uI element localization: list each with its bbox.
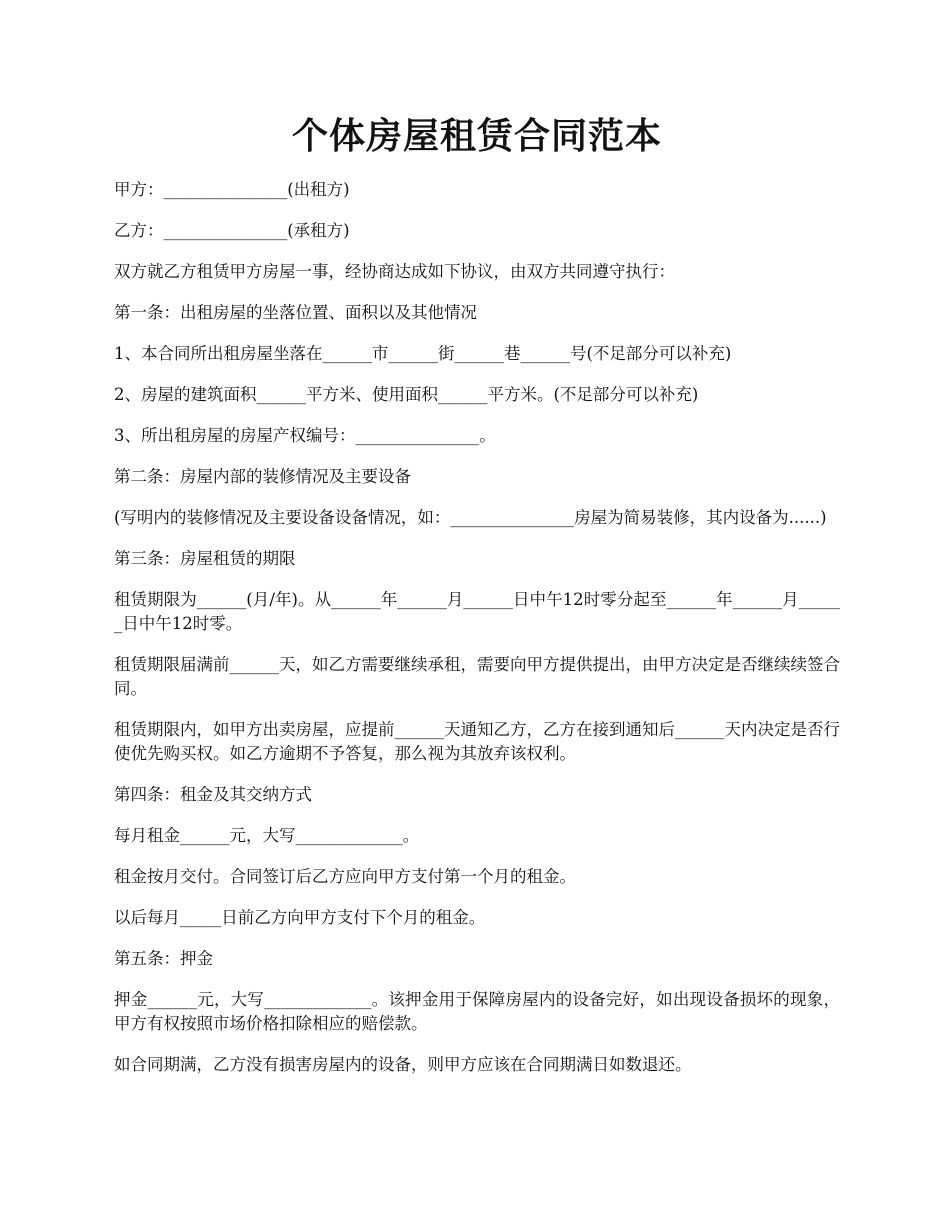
document-body (114, 178, 840, 1094)
article-5-heading: 第五条：押金 (114, 949, 213, 968)
article-1-clause-1: 1、本合同所出租房屋坐落在______市______街______巷______号(不足部分可以补充) (114, 344, 732, 363)
article-3-preemption: 租赁期限内，如甲方出卖房屋，应提前______天通知乙方，乙方在接到通知后______天内决定是否行使优先购买权。如乙方逾期不予答复，那么视为其放弃该权利。 (114, 720, 840, 763)
document-title: 个体房屋租赁合同范本 (291, 115, 662, 157)
article-3-term: 租赁期限为______(月/年)。从______年______月______日中午12时零分起至______年______月______日中午12时零。 (114, 590, 840, 633)
article-4-rent-amount: 每月租金______元，大写_____________。 (114, 826, 420, 845)
agreement-intro: 双方就乙方租赁甲方房屋一事，经协商达成如下协议，由双方共同遵守执行： (114, 262, 675, 281)
article-1-heading: 第一条：出租房屋的坐落位置、面积以及其他情况 (114, 303, 477, 322)
article-1-clause-2: 2、房屋的建筑面积______平方米、使用面积______平方米。(不足部分可以补充) (114, 385, 699, 404)
article-2-heading: 第二条：房屋内部的装修情况及主要设备 (114, 467, 411, 486)
article-1-clause-3: 3、所出租房屋的房屋产权编号：_______________。 (114, 426, 496, 445)
article-3-renewal: 租赁期限届满前______天，如乙方需要继续承租，需要向甲方提供提出，由甲方决定是否继续续签合同。 (114, 655, 840, 698)
article-3-heading: 第三条：房屋租赁的期限 (114, 549, 296, 568)
article-4-monthly-payment: 以后每月_____日前乙方向甲方支付下个月的租金。 (114, 908, 486, 927)
article-2-content: (写明内的装修情况及主要设备设备情况，如：_______________房屋为简易装修，其内设备为......) (114, 508, 827, 527)
article-4-first-payment: 租金按月交付。合同签订后乙方应向甲方支付第一个月的租金。 (114, 867, 576, 886)
party-a-line: 甲方：_______________(出租方) (114, 180, 350, 199)
party-b-line: 乙方：_______________(承租方) (114, 221, 350, 240)
article-5-refund: 如合同期满，乙方没有损害房屋内的设备，则甲方应该在合同期满日如数退还。 (114, 1055, 692, 1074)
article-4-heading: 第四条：租金及其交纳方式 (114, 785, 312, 804)
article-5-deposit: 押金______元，大写_____________。该押金用于保障房屋内的设备完好，如出现设备损坏的现象，甲方有权按照市场价格扣除相应的赔偿款。 (114, 990, 840, 1033)
